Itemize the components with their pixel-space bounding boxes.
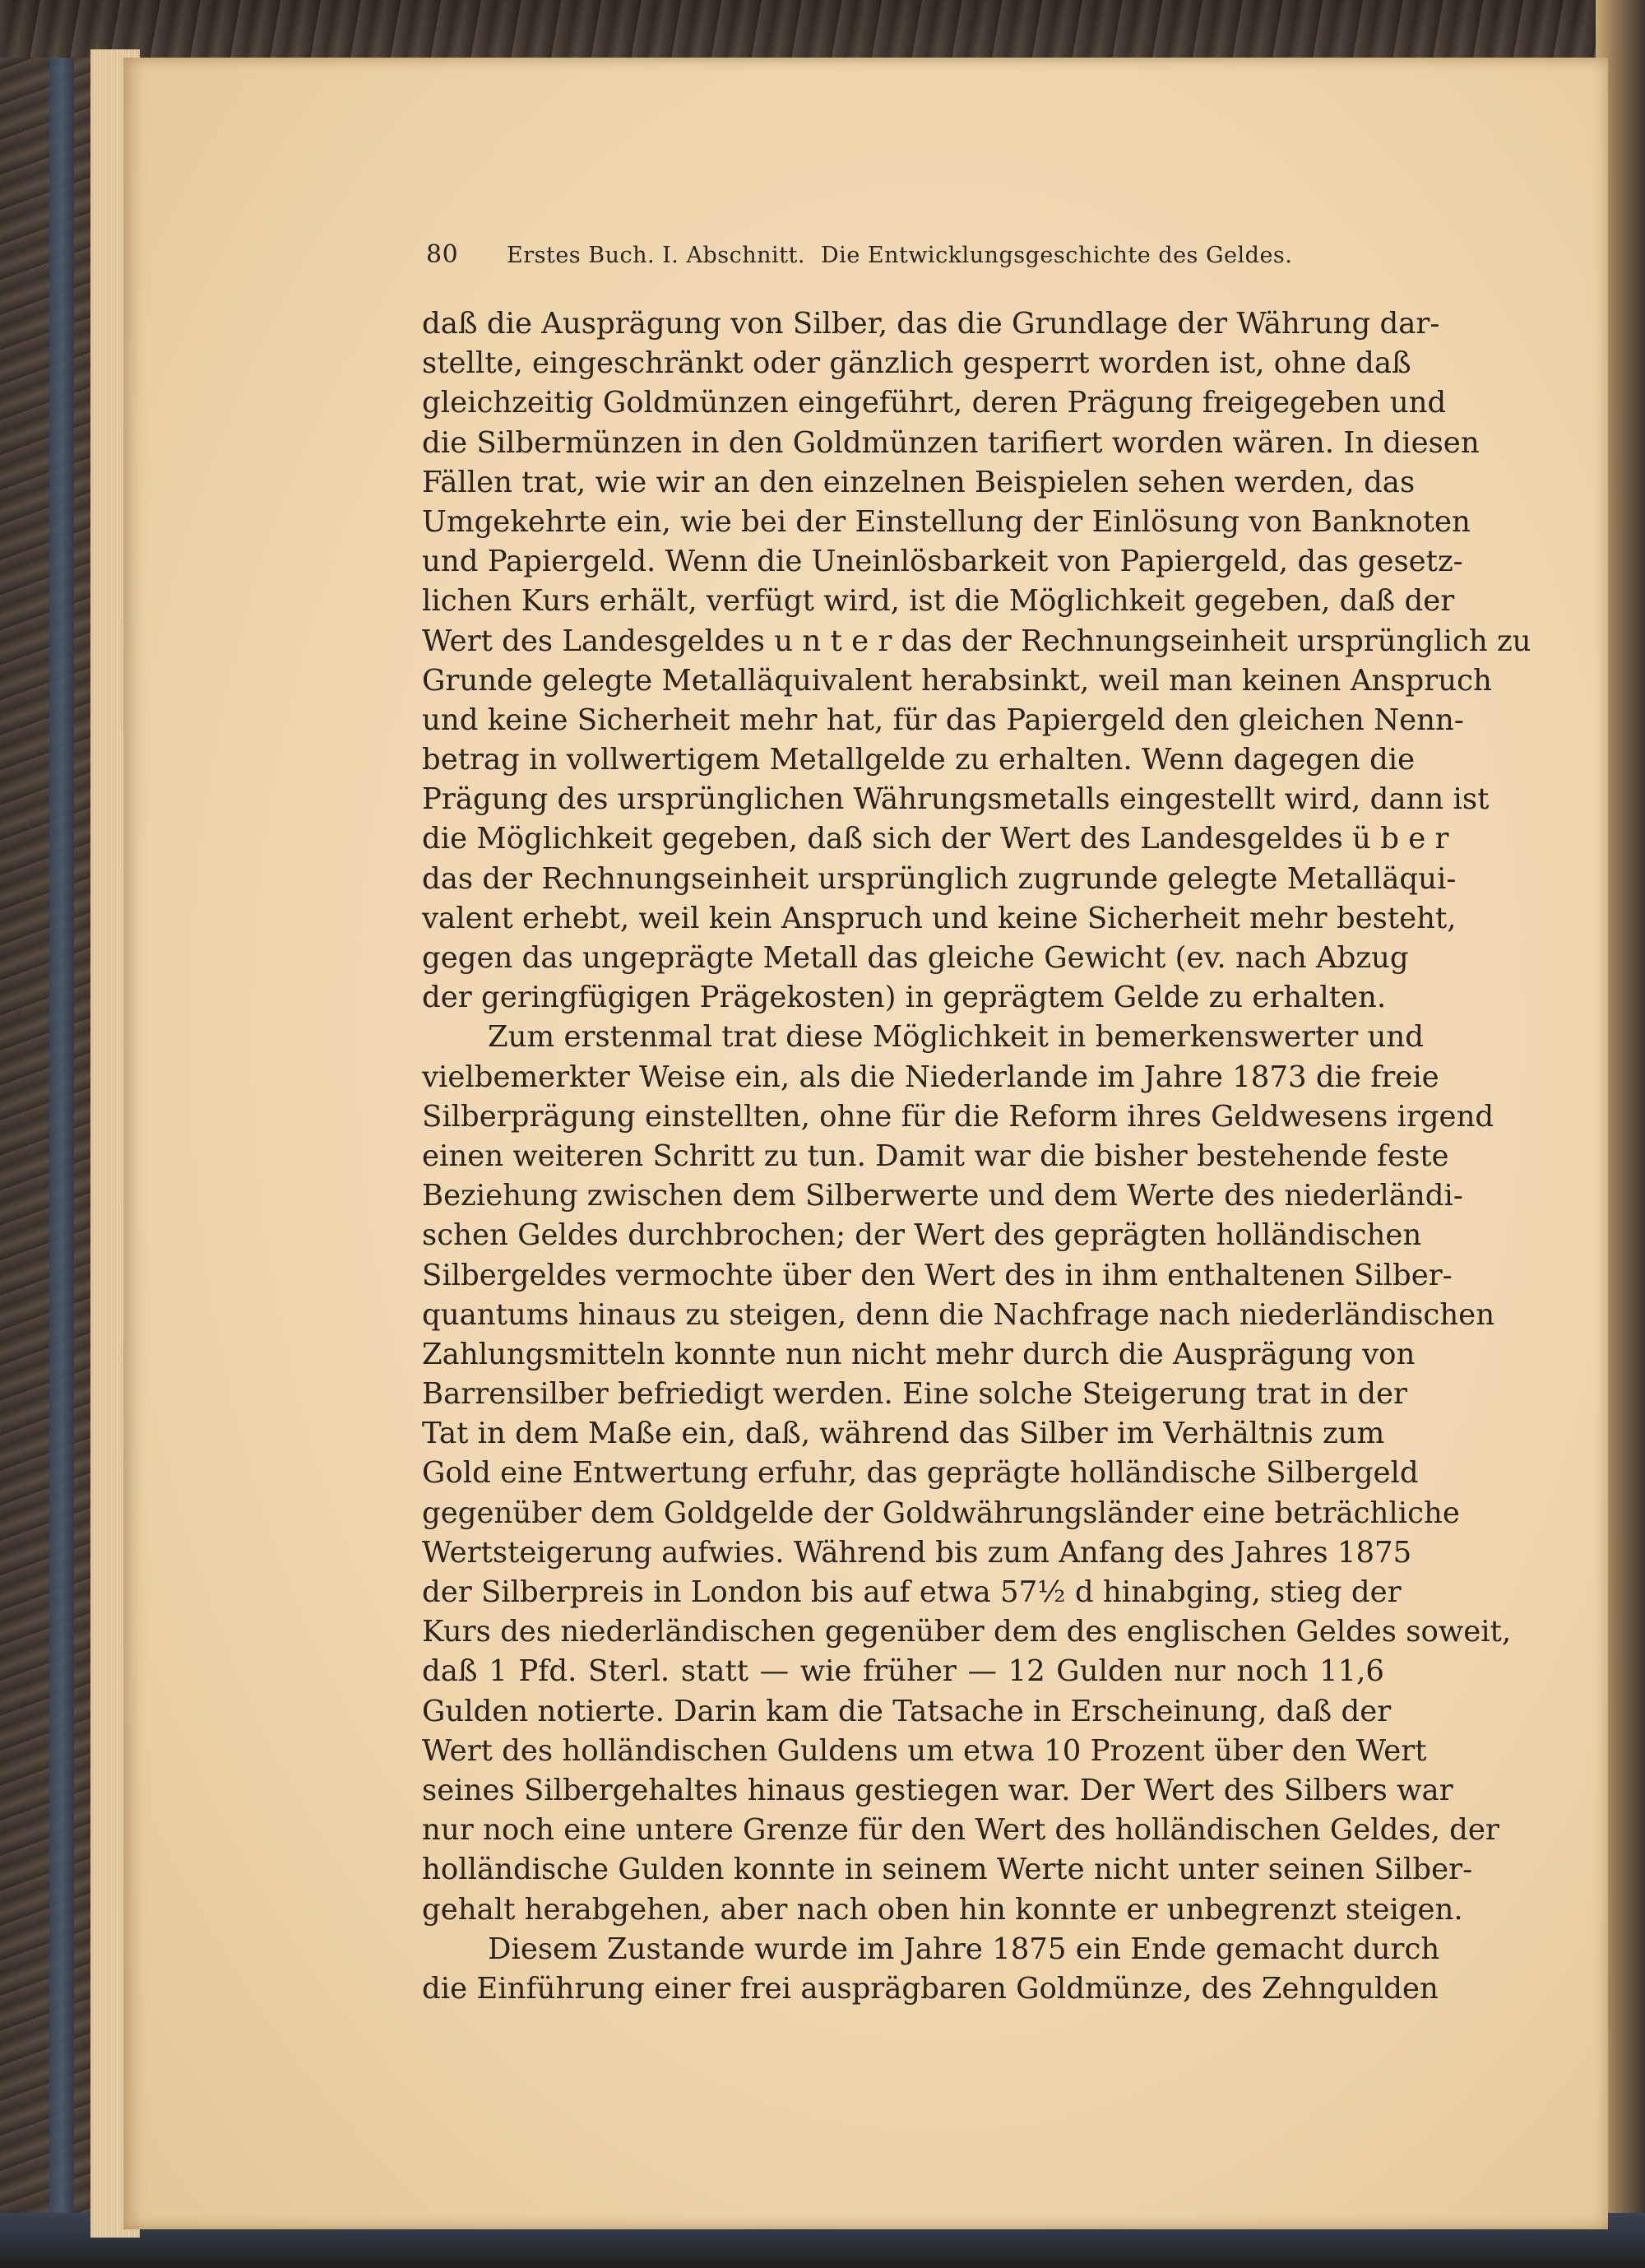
text-line: Beziehung zwischen dem Silberwerte und dem Werte des niederländi- — [422, 1179, 1463, 1213]
text-line: Barrensilber befriedigt werden. Eine solche Steigerung trat in der — [422, 1377, 1408, 1412]
text-line: und keine Sicherheit mehr hat, für das Papiergeld den gleichen Nenn- — [422, 703, 1464, 737]
text-line: seines Silbergehaltes hinaus gestiegen war. Der Wert des Silbers war — [422, 1773, 1453, 1807]
text-line: Grunde gelegte Metalläquivalent herabsinkt, weil man keinen Anspruch — [422, 663, 1492, 698]
text-line: nur noch eine untere Grenze für den Wert des holländischen Geldes, der — [422, 1813, 1499, 1848]
text-line: die Silbermünzen in den Goldmünzen tarifiert worden wären. In diesen — [422, 425, 1480, 460]
running-header — [426, 240, 1413, 269]
text-line: und Papiergeld. Wenn die Uneinlösbarkeit von Papiergeld, das gesetz- — [422, 545, 1463, 579]
text-line: stellte, eingeschränkt oder gänzlich gesperrt worden ist, ohne daß — [422, 346, 1411, 381]
text-line: Silbergeldes vermochte über den Wert des in ihm enthaltenen Silber- — [422, 1258, 1453, 1292]
text-line: die Möglichkeit gegeben, daß sich der Wert des Landesgeldes ü b e r — [422, 822, 1449, 856]
text-line: Kurs des niederländischen gegenüber dem des englischen Geldes soweit, — [422, 1615, 1512, 1649]
text-line: Prägung des ursprünglichen Währungsmetalls eingestellt wird, dann ist — [422, 782, 1490, 817]
text-line: Wert des holländischen Guldens um etwa 10 Prozent über den Wert — [422, 1733, 1427, 1768]
text-line: betrag in vollwertigem Metallgelde zu erhalten. Wenn dagegen die — [422, 743, 1416, 777]
text-line: quantums hinaus zu steigen, denn die Nachfrage nach niederländischen — [422, 1297, 1495, 1332]
text-line: schen Geldes durchbrochen; der Wert des geprägten holländischen — [422, 1218, 1422, 1253]
text-line: Gold eine Entwertung erfuhr, das geprägte holländische Silbergeld — [422, 1456, 1419, 1491]
text-line: Zahlungsmitteln konnte nun nicht mehr durch die Ausprägung von — [422, 1337, 1416, 1371]
text-line: der Silberpreis in London bis auf etwa 57½ d hinabging, stieg der — [422, 1575, 1402, 1609]
text-line: Silberprägung einstellten, ohne für die Reform ihres Geldwesens irgend — [422, 1099, 1494, 1134]
text-line: Zum erstenmal trat diese Möglichkeit in bemerkenswerter und — [488, 1020, 1424, 1055]
text-line: gehalt herabgehen, aber nach oben hin konnte er unbegrenzt steigen. — [422, 1892, 1463, 1927]
text-line: Wert des Landesgeldes u n t e r das der Rechnungseinheit ursprünglich zu — [422, 624, 1531, 658]
text-line: lichen Kurs erhält, verfügt wird, ist die Möglichkeit gegeben, daß der — [422, 584, 1455, 619]
text-line: die Einführung einer frei ausprägbaren Goldmünze, des Zehngulden — [422, 1971, 1439, 2006]
header-title: Die Entwicklungsgeschichte des Geldes. — [821, 243, 1293, 268]
marbled-cover-top — [0, 0, 1645, 58]
text-line: das der Rechnungseinheit ursprünglich zugrunde gelegte Metalläqui- — [422, 861, 1457, 896]
text-line: daß die Ausprägung von Silber, das die Grundlage der Währung dar- — [422, 307, 1440, 341]
text-line: Tat in dem Maße ein, daß, während das Silber im Verhältnis zum — [422, 1417, 1385, 1451]
text-line: valent erhebt, weil kein Anspruch und keine Sicherheit mehr besteht, — [422, 901, 1457, 935]
text-line: gleichzeitig Goldmünzen eingeführt, deren Prägung freigegeben und — [422, 386, 1447, 420]
text-line: der geringfügigen Prägekosten) in geprägtem Gelde zu erhalten. — [422, 981, 1387, 1015]
text-line: vielbemerkter Weise ein, als die Niederlande im Jahre 1873 die freie — [422, 1060, 1439, 1094]
text-line: Gulden notierte. Darin kam die Tatsache in Erscheinung, daß der — [422, 1694, 1392, 1728]
text-line: Diesem Zustande wurde im Jahre 1875 ein Ende gemacht durch — [488, 1932, 1440, 1966]
text-line: gegen das ungeprägte Metall das gleiche Gewicht (ev. nach Abzug — [422, 941, 1409, 975]
body-text — [422, 304, 1531, 2009]
text-line: Wertsteigerung aufwies. Während bis zum Anfang des Jahres 1875 — [422, 1535, 1412, 1570]
page-number: 80 — [426, 240, 459, 269]
header-section: Erstes Buch. I. Abschnitt. — [507, 243, 805, 268]
text-line: einen weiteren Schritt zu tun. Damit war die bisher bestehende feste — [422, 1139, 1449, 1173]
text-line: daß 1 Pfd. Sterl. statt — wie früher — 12 Gulden nur noch 11,6 — [422, 1654, 1384, 1689]
text-line: holländische Gulden konnte in seinem Werte nicht unter seinen Silber- — [422, 1853, 1473, 1887]
cover-spine-edge — [49, 33, 74, 2246]
text-line: Umgekehrte ein, wie bei der Einstellung der Einlösung von Banknoten — [422, 504, 1471, 539]
text-line: gegenüber dem Goldgelde der Goldwährungsländer eine beträchliche — [422, 1496, 1460, 1530]
text-line: Fällen trat, wie wir an den einzelnen Beispielen sehen werden, das — [422, 465, 1416, 499]
